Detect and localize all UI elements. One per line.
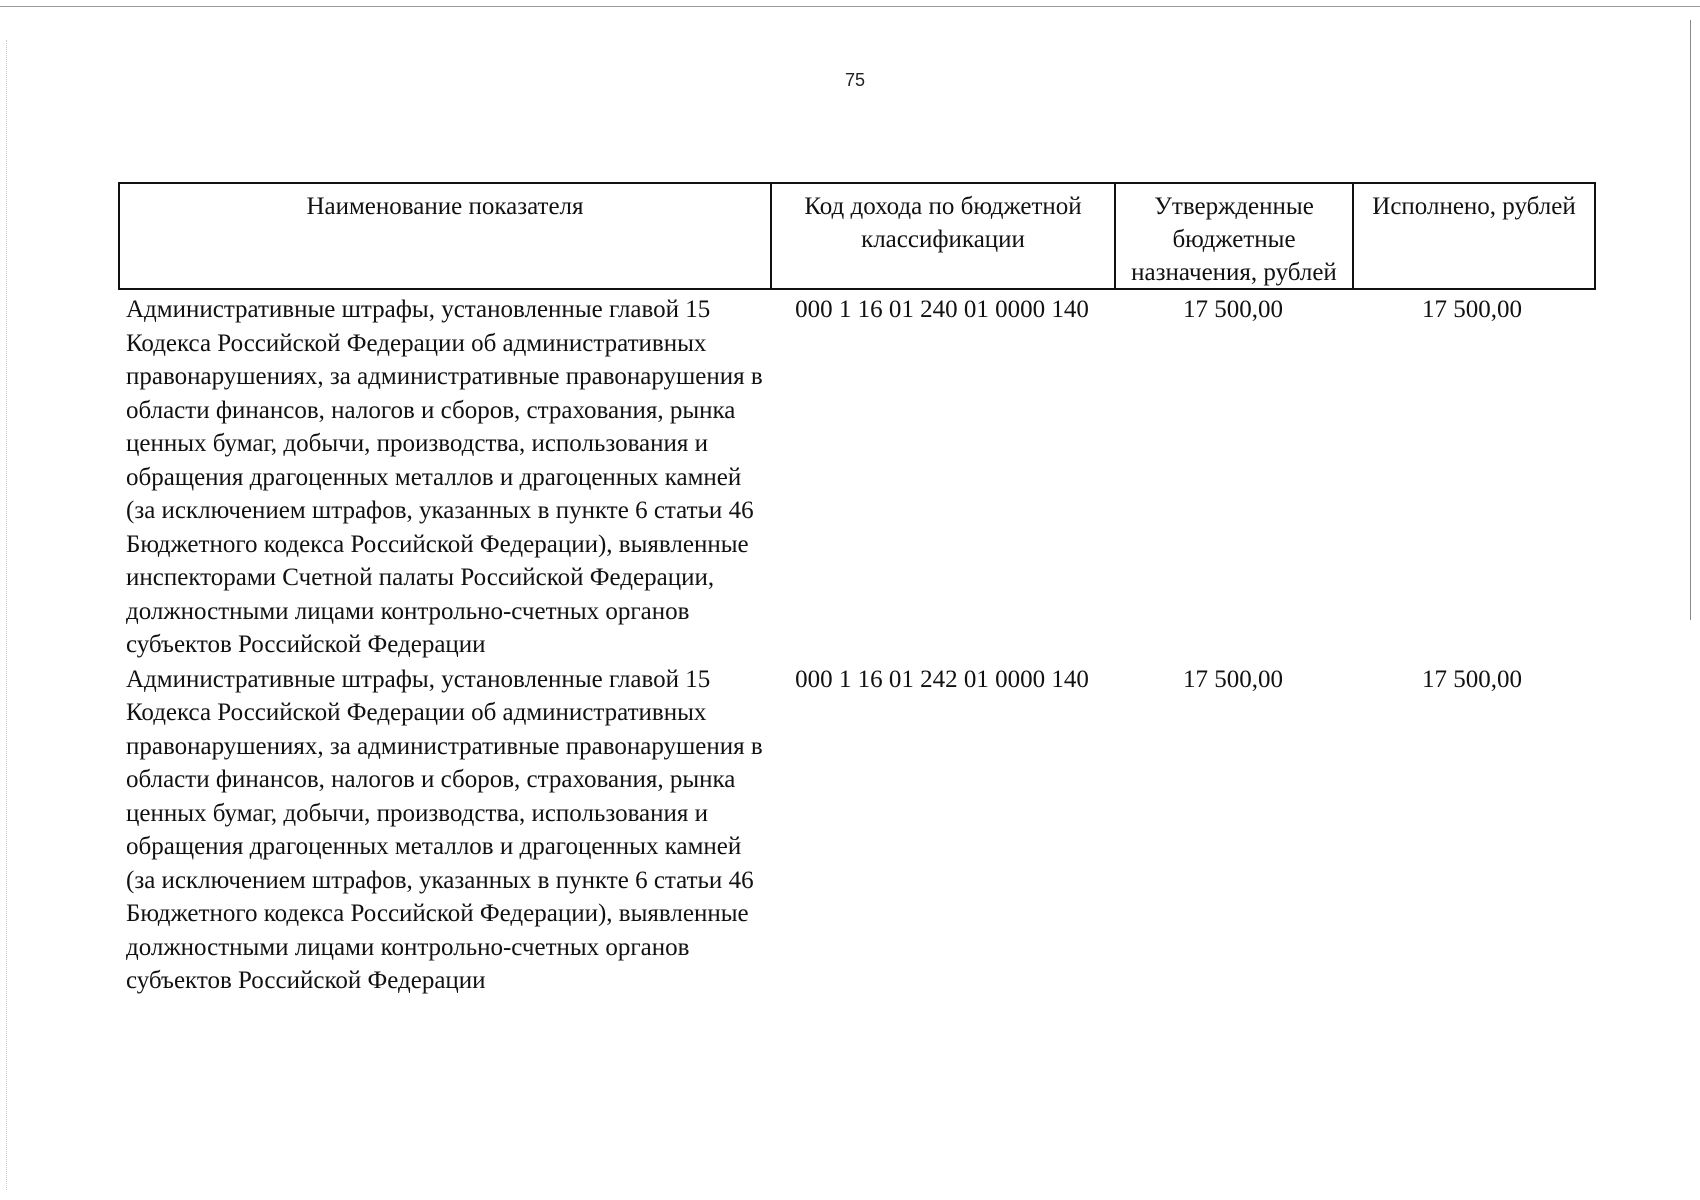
row-executed: 17 500,00 [1422,665,1522,693]
row-executed: 17 500,00 [1422,296,1522,323]
header-executed: Исполнено, рублей [1372,193,1576,220]
row-approved: 17 500,00 [1183,665,1283,693]
page-number: 75 [844,70,866,90]
scan-edge-left [6,40,7,1190]
row-name: Административные штрафы, установленные главой 15 Кодекса Российской Федерации об административных правонарушениях, за административные правонарушения в области финансов, налогов и сборов, страхования, рынка ценных бумаг, добычи, производства, использования и обращения драгоценных металлов и драгоценных камней (за исключением штрафов, указанных в пункте 6 статьи 46 Бюджетного кодекса Российской Федерации), выявленные должностными лицами контрольно-счетных органов субъектов Российской Федерации [126,665,763,994]
header-name: Наименование показателя [120,184,772,288]
row-code: 000 1 16 01 240 01 0000 140 [795,296,1089,323]
row-name: Административные штрафы, установленные главой 15 Кодекса Российской Федерации об административных правонарушениях, за административные правонарушения в области финансов, налогов и сборов, страхования, рынка ценных бумаг, добычи, производства, использования и обращения драгоценных металлов и драгоценных камней (за исключением штрафов, указанных в пункте 6 статьи 46 Бюджетного кодекса Российской Федерации), выявленные инспекторами Счетной палаты Российской Федерации, должностными лицами контрольно-счетных органов субъектов Российской Федерации [126,296,763,658]
row-approved: 17 500,00 [1183,296,1283,323]
table-body [118,292,1596,998]
row-code: 000 1 16 01 242 01 0000 140 [795,665,1089,693]
scan-edge-right [1690,20,1691,620]
table-row [118,292,1596,662]
header-code: Код дохода по бюджетной классификации [772,184,1116,288]
scan-edge-top [0,6,1700,7]
table-header [118,182,1596,290]
table-row [118,662,1596,998]
header-approved: Утвержденные бюджетные назначения, рублей [1116,184,1354,288]
